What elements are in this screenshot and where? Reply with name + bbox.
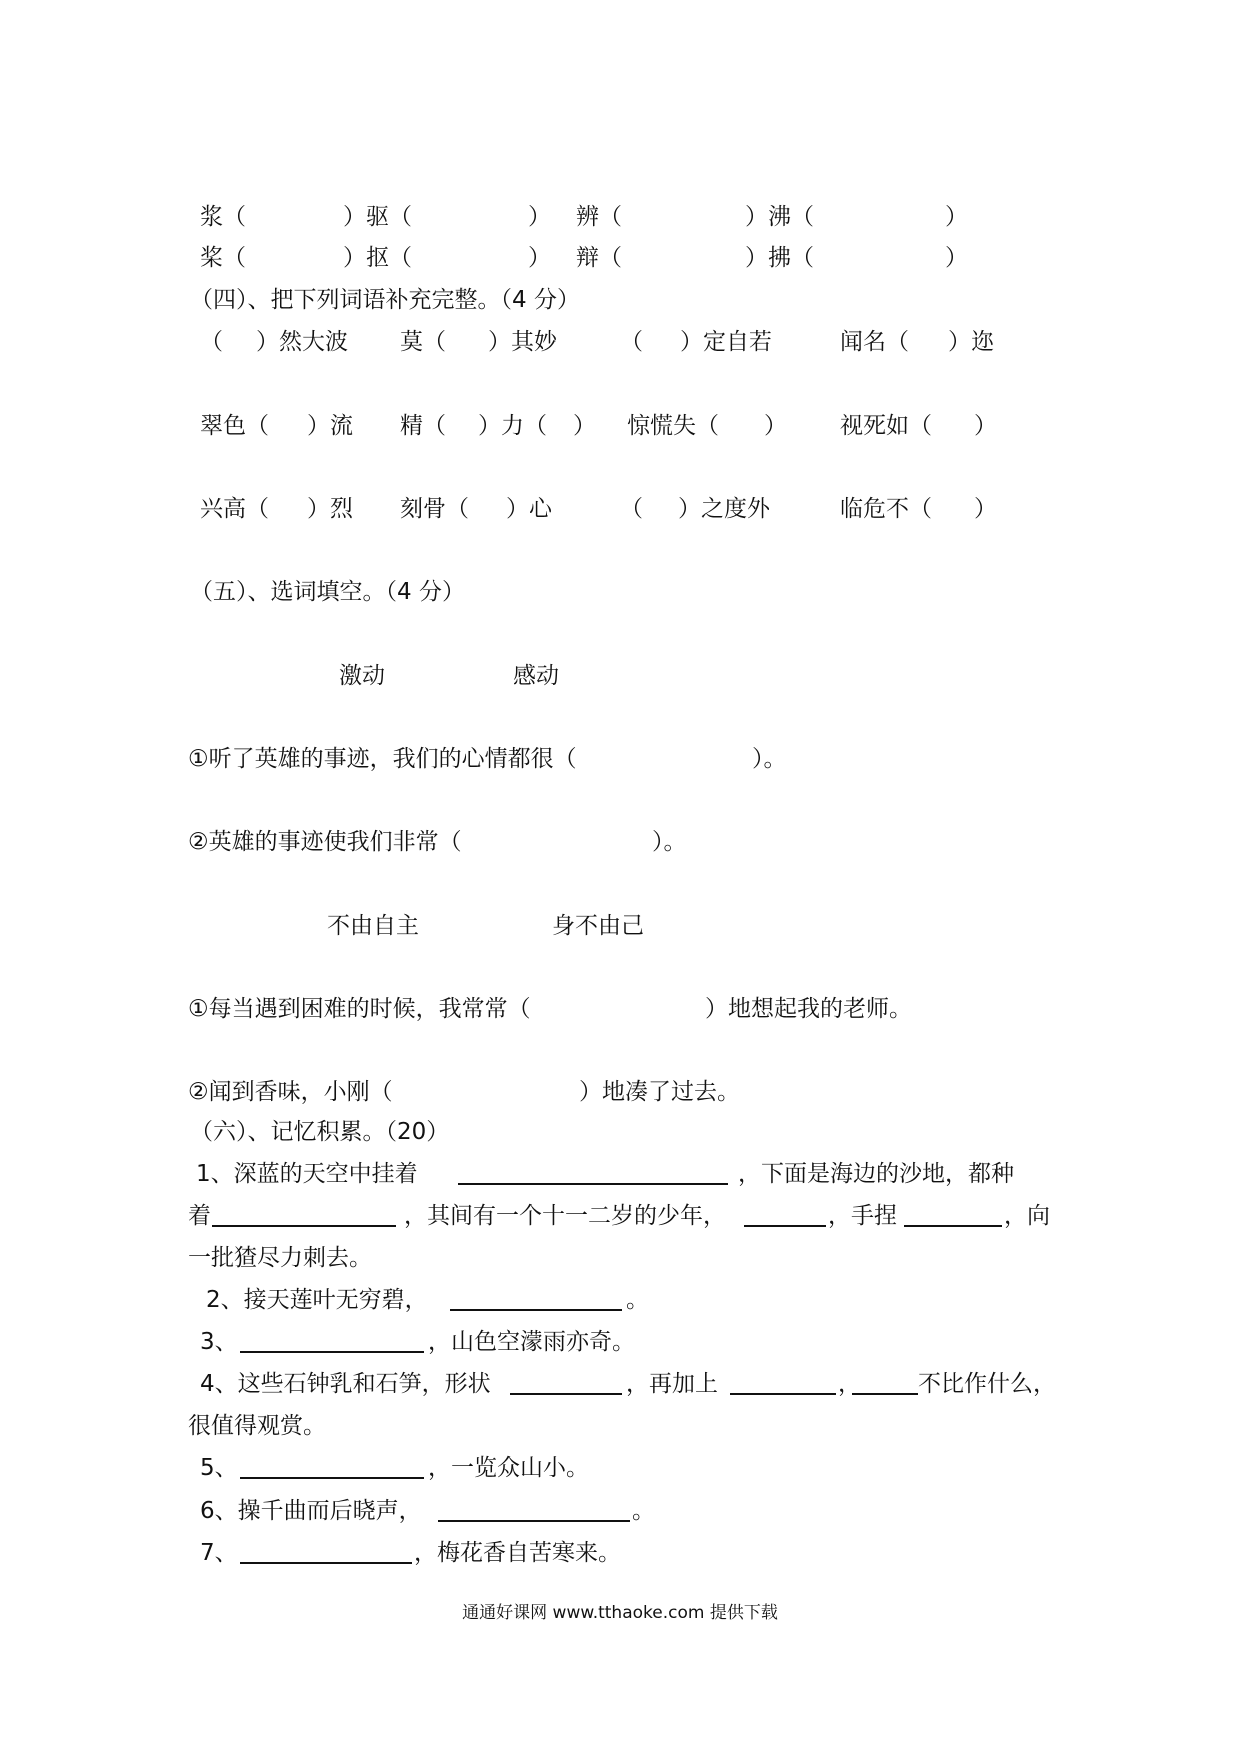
char-item: ） (528, 204, 551, 230)
char-item: 辨（ (576, 204, 622, 230)
char-item: ）拂（ (745, 245, 814, 271)
question-text: 2、接天莲叶无穷碧， (206, 1287, 428, 1313)
answer-blank[interactable] (240, 1331, 424, 1353)
idiom-part: ）定自若 (680, 329, 772, 355)
word-option: 激动 (339, 663, 385, 689)
char-item: ）驱（ (343, 204, 412, 230)
question-text: 。 (626, 1287, 649, 1313)
char-item: ）抠（ (343, 245, 412, 271)
answer-blank[interactable] (458, 1163, 728, 1185)
sentence-text: ②闻到香味，小刚（ (188, 1079, 393, 1105)
sentence-text: ①听了英雄的事迹，我们的心情都很（ (188, 746, 577, 772)
answer-blank[interactable] (450, 1289, 622, 1311)
idiom-part: 惊慌失（ (627, 413, 719, 439)
char-item: 桨（ (200, 245, 246, 271)
idiom-part: ）之度外 (678, 496, 770, 522)
question-text: 1、深蓝的天空中挂着 (196, 1161, 418, 1187)
idiom-part: 临危不（ (840, 496, 932, 522)
idiom-part: 刻骨（ (400, 496, 469, 522)
question-text: 着 (188, 1203, 211, 1229)
idiom-part: 精（ (400, 413, 446, 439)
idiom-part: ）其妙 (488, 329, 557, 355)
answer-blank[interactable] (744, 1205, 826, 1227)
char-item: 浆（ (200, 204, 246, 230)
answer-blank[interactable] (240, 1457, 424, 1479)
word-option: 不由自主 (327, 913, 419, 939)
page-footer: 通通好课网 www.tthaoke.com 提供下载 (462, 1603, 778, 1623)
char-item: ） (945, 204, 968, 230)
question-text: ，下面是海边的沙地，都种 (738, 1161, 1014, 1187)
idiom-part: 视死如（ (840, 413, 932, 439)
question-text: ，山色空濛雨亦奇。 (428, 1329, 635, 1355)
idiom-part: ）迩 (948, 329, 994, 355)
question-text: 4、这些石钟乳和石笋，形状 (200, 1371, 491, 1397)
word-option: 身不由己 (552, 913, 644, 939)
char-item: ）沸（ (745, 204, 814, 230)
word-option: 感动 (513, 663, 559, 689)
answer-blank[interactable] (212, 1205, 396, 1227)
section-heading: （四）、把下列词语补充完整。（4 分） (190, 287, 580, 313)
idiom-part: ） (974, 496, 997, 522)
idiom-part: 兴高（ (200, 496, 269, 522)
idiom-part: 闻名（ (840, 329, 909, 355)
char-item: 辩（ (576, 245, 622, 271)
question-text: ， (838, 1371, 861, 1397)
idiom-part: 翠色（ (200, 413, 269, 439)
question-text: ，手捏 (828, 1203, 897, 1229)
question-text: 5、 (200, 1455, 238, 1481)
answer-blank[interactable] (240, 1542, 412, 1564)
answer-blank[interactable] (904, 1205, 1002, 1227)
sentence-text: ①每当遇到困难的时候，我常常（ (188, 996, 531, 1022)
question-text: ，一览众山小。 (428, 1455, 589, 1481)
idiom-part: （ (620, 329, 643, 355)
char-item: ） (945, 245, 968, 271)
question-text: 很值得观赏。 (188, 1413, 326, 1439)
idiom-part: ）流 (307, 413, 353, 439)
question-text: ，向 (1004, 1203, 1050, 1229)
question-text: 6、操千曲而后晓声， (200, 1498, 422, 1524)
idiom-part: ） (764, 413, 787, 439)
sentence-text: ）。 (652, 829, 687, 855)
char-item: ） (528, 245, 551, 271)
question-text: 3、 (200, 1329, 238, 1355)
sentence-text: ）地凑了过去。 (579, 1079, 740, 1105)
section-heading: （六）、记忆积累。（20） (190, 1119, 450, 1145)
answer-blank[interactable] (510, 1373, 622, 1395)
section-heading: （五）、选词填空。（4 分） (190, 579, 465, 605)
idiom-part: ）力（ (478, 413, 547, 439)
sentence-text: ②英雄的事迹使我们非常（ (188, 829, 462, 855)
idiom-part: ） (974, 413, 997, 439)
question-text: 。 (632, 1498, 655, 1524)
answer-blank[interactable] (852, 1373, 918, 1395)
question-text: 一批猹尽力刺去。 (188, 1245, 372, 1271)
sentence-text: ）地想起我的老师。 (705, 996, 912, 1022)
idiom-part: ） (573, 413, 596, 439)
answer-blank[interactable] (438, 1500, 630, 1522)
question-text: 不比作什么， (918, 1371, 1056, 1397)
idiom-part: （ (200, 329, 223, 355)
idiom-part: 莫（ (400, 329, 446, 355)
question-text: 7、 (200, 1540, 238, 1566)
question-text: ，梅花香自苦寒来。 (414, 1540, 621, 1566)
sentence-text: ）。 (752, 746, 787, 772)
idiom-part: ）心 (506, 496, 552, 522)
idiom-part: ）烈 (307, 496, 353, 522)
question-text: ，再加上 (626, 1371, 718, 1397)
answer-blank[interactable] (730, 1373, 836, 1395)
idiom-part: （ (620, 496, 643, 522)
idiom-part: ）然大波 (256, 329, 348, 355)
question-text: ，其间有一个十一二岁的少年， (404, 1203, 726, 1229)
